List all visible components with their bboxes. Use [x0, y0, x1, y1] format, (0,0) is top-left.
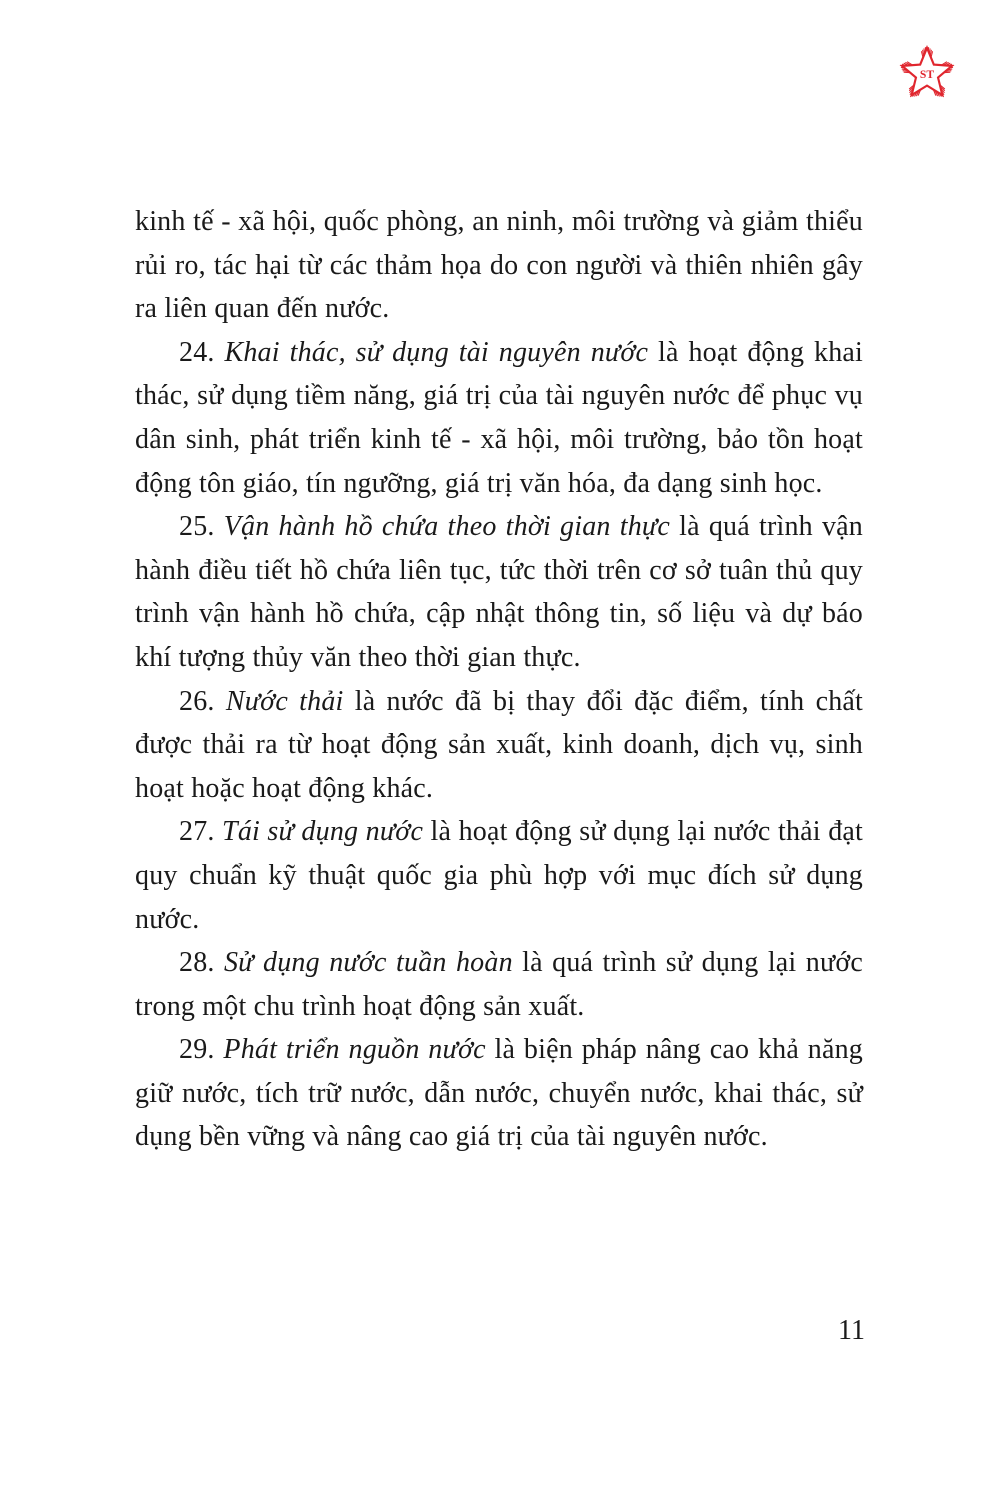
- definition-paragraph-26: [135, 680, 863, 811]
- page-number: 11: [838, 1315, 865, 1346]
- definition-text: là hoạt động sử dụng lại nước thải đạt quy chuẩn kỹ thuật quốc gia phù hợp với mục đích sử dụng nước.: [135, 816, 864, 935]
- definition-text: là quá trình vận hành điều tiết hồ chứa liên tục, tức thời trên cơ sở tuân thủ quy trình vận hành hồ chứa, cập nhật thông tin, số liệu và dự báo khí tượng thủy văn theo thời gian thực.: [135, 511, 863, 673]
- definition-term: Phát triển nguồn nước: [223, 1034, 486, 1066]
- definition-paragraph-25: [135, 505, 863, 679]
- definition-paragraph-28: [135, 941, 863, 1028]
- definition-paragraph-24: [135, 331, 863, 505]
- definition-paragraph-27: [135, 810, 863, 941]
- definition-number: 24.: [179, 336, 215, 368]
- definition-number: 29.: [179, 1034, 215, 1066]
- definition-number: 28.: [179, 947, 215, 979]
- definition-term: Khai thác, sử dụng tài nguyên nước: [224, 336, 649, 368]
- definition-text: là hoạt động khai thác, sử dụng tiềm năng, giá trị của tài nguyên nước để phục vụ dân sinh, phát triển kinh tế - xã hội, môi trường, bảo tồn hoạt động tôn giáo, tín ngưỡng, giá trị văn hóa, đa dạng sinh học.: [135, 336, 864, 499]
- publisher-star-logo-icon: [898, 44, 956, 102]
- definition-text: là biện pháp nâng cao khả năng giữ nước, tích trữ nước, dẫn nước, chuyển nước, khai thác, sử dụng bền vững và nâng cao giá trị của tài nguyên nước.: [135, 1034, 863, 1153]
- definition-term: Tái sử dụng nước: [222, 816, 424, 848]
- definition-term: Vận hành hồ chứa theo thời gian thực: [223, 511, 671, 543]
- paragraph-continuation: [135, 200, 863, 331]
- document-body: [135, 200, 863, 1159]
- definition-number: 26.: [179, 685, 215, 717]
- definition-term: Nước thải: [225, 685, 344, 717]
- definition-text: là quá trình sử dụng lại nước trong một chu trình hoạt động sản xuất.: [135, 947, 863, 1022]
- definition-term: Sử dụng nước tuần hoàn: [223, 947, 513, 979]
- star-logo-graphic: [898, 44, 956, 102]
- logo-monogram: ST: [919, 67, 935, 81]
- definition-number: 25.: [179, 511, 215, 543]
- definition-paragraph-29: [135, 1028, 863, 1159]
- definition-text: là nước đã bị thay đổi đặc điểm, tính chất được thải ra từ hoạt động sản xuất, kinh doanh, dịch vụ, sinh hoạt hoặc hoạt động khác.: [135, 685, 864, 804]
- paragraph-text: kinh tế - xã hội, quốc phòng, an ninh, môi trường và giảm thiểu rủi ro, tác hại từ các thảm họa do con người và thiên nhiên gây ra liên quan đến nước.: [135, 206, 863, 325]
- definition-number: 27.: [179, 816, 215, 848]
